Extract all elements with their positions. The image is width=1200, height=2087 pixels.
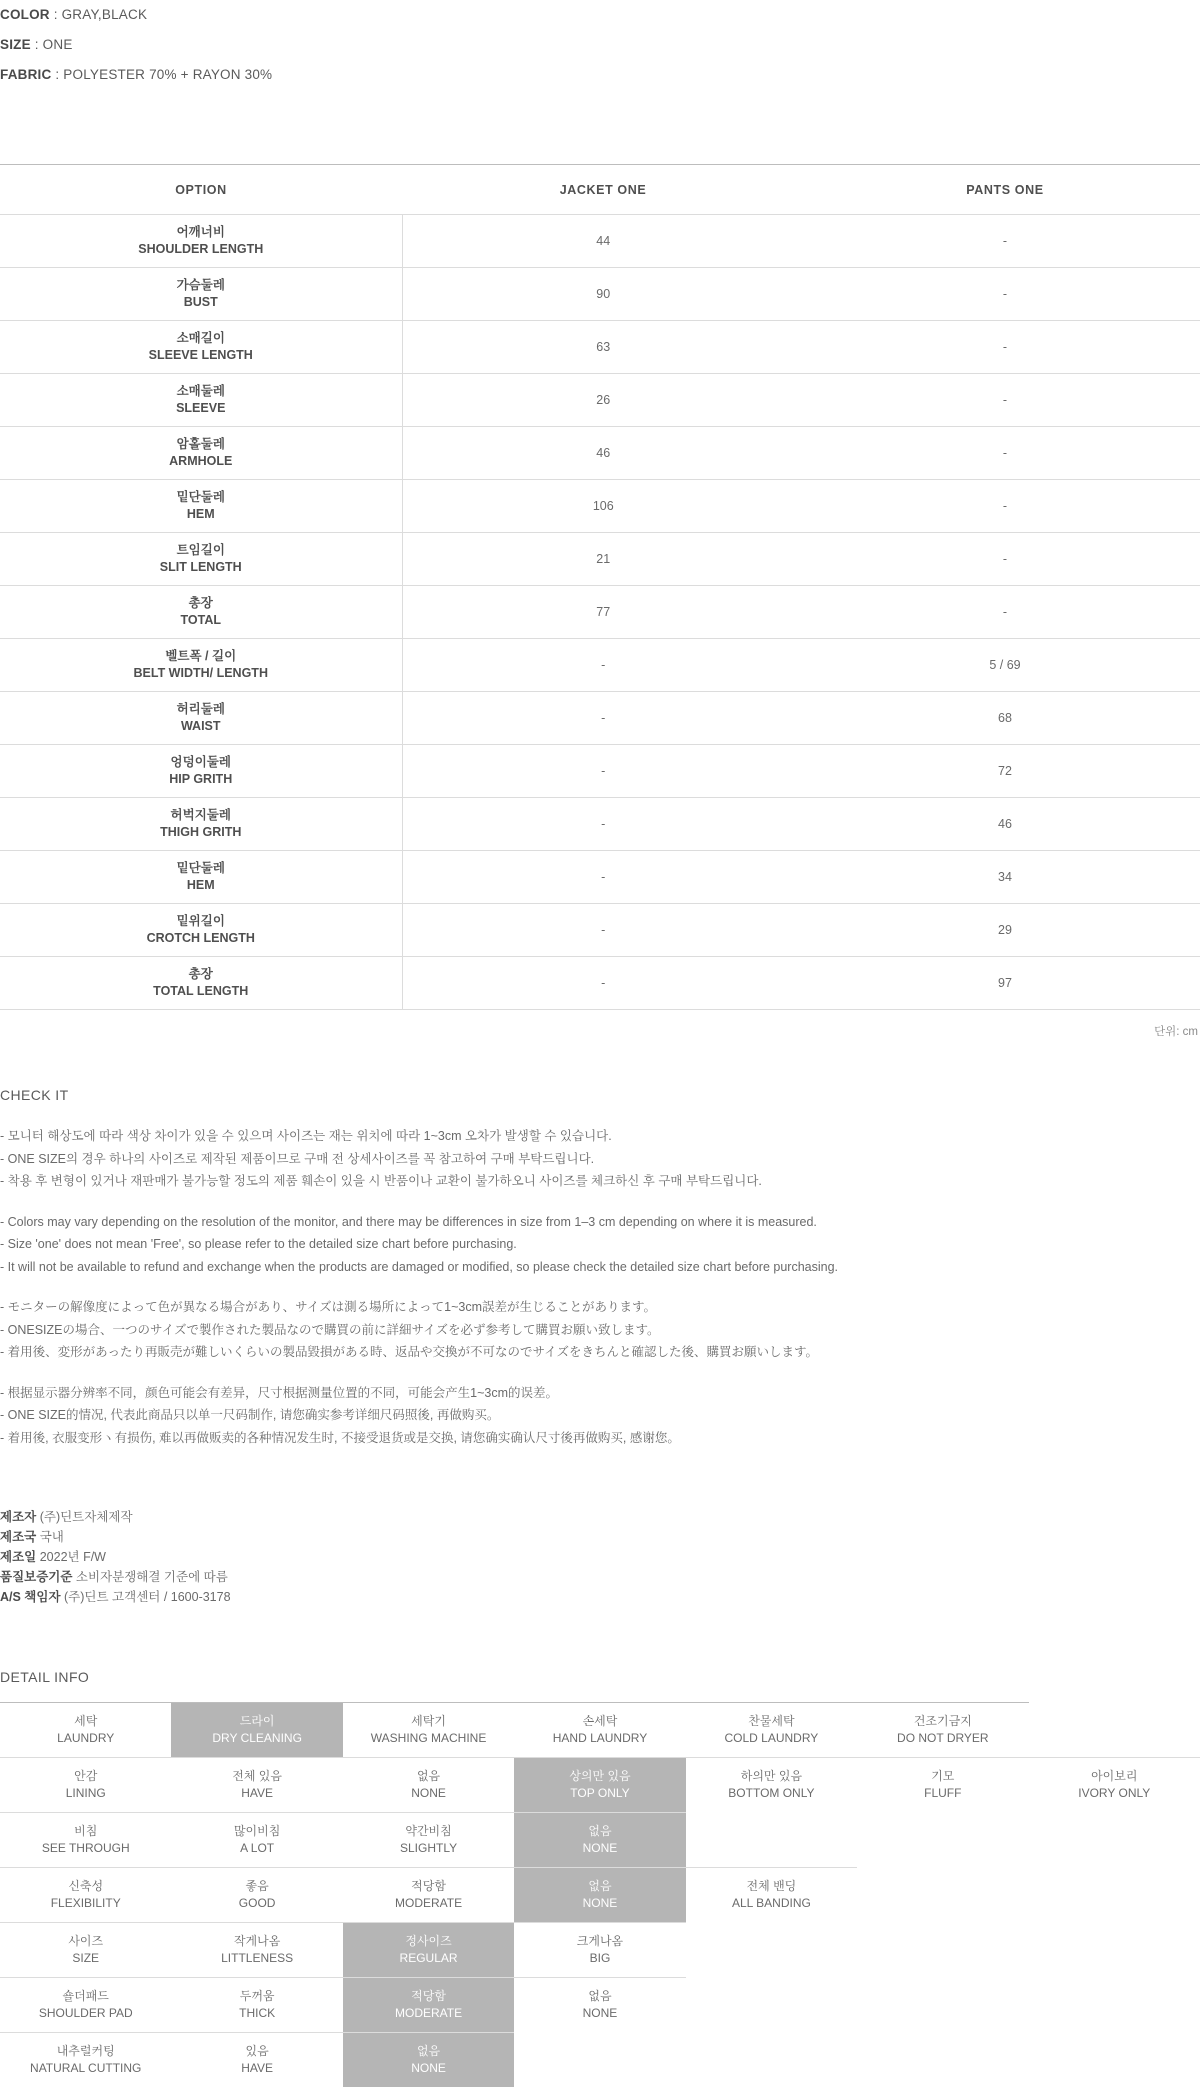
detail-info-label-ko: 아이보리 bbox=[1029, 1768, 1200, 1785]
detail-info-option[interactable] bbox=[171, 1978, 342, 2033]
table-row bbox=[0, 374, 1200, 427]
table-row bbox=[0, 692, 1200, 745]
table-row bbox=[0, 851, 1200, 904]
detail-info-option[interactable] bbox=[686, 1758, 857, 1813]
detail-info-option bbox=[514, 2033, 685, 2087]
spec-row-fabric bbox=[0, 60, 1200, 90]
detail-info-option[interactable] bbox=[343, 1703, 514, 1758]
size-row-option-ko: 암홀둘레 bbox=[0, 436, 402, 453]
detail-info-option bbox=[857, 1813, 1028, 1868]
size-row-pants-value: - bbox=[804, 533, 1200, 586]
size-row-option-ko: 벨트폭 / 길이 bbox=[0, 648, 402, 665]
size-row-pants-value: 72 bbox=[804, 745, 1200, 798]
size-row-pants-value: - bbox=[804, 374, 1200, 427]
size-row-option-ko: 가슴둘레 bbox=[0, 277, 402, 294]
detail-info-label-en: HAVE bbox=[171, 1785, 342, 1802]
detail-info-option[interactable] bbox=[171, 1868, 342, 1923]
detail-info-label-ko: 많이비침 bbox=[171, 1823, 342, 1840]
detail-info-label-en: GOOD bbox=[171, 1895, 342, 1912]
size-row-option-ko: 트임길이 bbox=[0, 542, 402, 559]
detail-info-label-ko: 안감 bbox=[0, 1768, 171, 1785]
note-line: - ONE SIZE의 경우 하나의 사이즈로 제작된 제품이므로 구매 전 상세사이즈를 꼭 참고하여 구매 부탁드립니다. bbox=[0, 1148, 1200, 1171]
size-chart-table bbox=[0, 164, 1200, 1010]
detail-info-option bbox=[1029, 1978, 1200, 2033]
detail-info-label-ko: 기모 bbox=[857, 1768, 1028, 1785]
detail-info-label-en: MODERATE bbox=[343, 1895, 514, 1912]
detail-info-label-ko: 적당함 bbox=[343, 1988, 514, 2005]
detail-info-row bbox=[0, 1703, 1200, 1758]
maker-info-label: A/S 책임자 bbox=[0, 1590, 61, 1604]
size-row-pants-value: 97 bbox=[804, 957, 1200, 1010]
detail-info-category bbox=[0, 1923, 171, 1978]
size-row-option-en: SLEEVE bbox=[0, 400, 402, 417]
spec-label-fabric: FABRIC bbox=[0, 67, 51, 82]
size-row-pants-value: - bbox=[804, 586, 1200, 639]
detail-info-label-en: ALL BANDING bbox=[686, 1895, 857, 1912]
size-header-pants: PANTS ONE bbox=[804, 165, 1200, 215]
spec-label-color: COLOR bbox=[0, 7, 50, 22]
size-header-jacket: JACKET ONE bbox=[402, 165, 804, 215]
check-it-notes bbox=[0, 1125, 1200, 1449]
spec-block bbox=[0, 0, 1200, 90]
size-row-pants-value: - bbox=[804, 268, 1200, 321]
table-row bbox=[0, 268, 1200, 321]
note-line: - Size 'one' does not mean 'Free', so please refer to the detailed size chart before purchasing. bbox=[0, 1233, 1200, 1256]
size-row-option bbox=[0, 639, 402, 692]
table-row bbox=[0, 533, 1200, 586]
size-row-option bbox=[0, 851, 402, 904]
detail-info-option[interactable] bbox=[343, 1868, 514, 1923]
maker-info-label: 제조국 bbox=[0, 1530, 36, 1544]
size-header-option: OPTION bbox=[0, 165, 402, 215]
size-row-option-en: THIGH GRITH bbox=[0, 824, 402, 841]
detail-info-label-en: COLD LAUNDRY bbox=[686, 1730, 857, 1747]
size-row-jacket-value: - bbox=[402, 904, 804, 957]
note-group bbox=[0, 1382, 1200, 1450]
detail-info-label-ko: 세탁 bbox=[0, 1713, 171, 1730]
detail-info-label-ko: 사이즈 bbox=[0, 1933, 171, 1950]
detail-info-label-ko: 없음 bbox=[343, 2043, 514, 2060]
size-row-option-ko: 소매둘레 bbox=[0, 383, 402, 400]
detail-info-option[interactable] bbox=[514, 1923, 685, 1978]
detail-info-option[interactable] bbox=[857, 1758, 1028, 1813]
detail-info-label-en: FLEXIBILITY bbox=[0, 1895, 171, 1912]
detail-info-title: DETAIL INFO bbox=[0, 1669, 1200, 1685]
detail-info-label-en: NATURAL CUTTING bbox=[0, 2060, 171, 2077]
detail-info-label-en: BOTTOM ONLY bbox=[686, 1785, 857, 1802]
detail-info-option[interactable] bbox=[686, 1868, 857, 1923]
detail-info-option[interactable] bbox=[343, 1758, 514, 1813]
note-line: - Colors may vary depending on the resolution of the monitor, and there may be differences in size from 1–3 cm depending on where it is measured. bbox=[0, 1211, 1200, 1234]
size-row-option-en: SLEEVE LENGTH bbox=[0, 347, 402, 364]
size-row-jacket-value: - bbox=[402, 745, 804, 798]
size-row-option bbox=[0, 533, 402, 586]
size-row-option-en: BELT WIDTH/ LENGTH bbox=[0, 665, 402, 682]
detail-info-label-ko: 내추럴커팅 bbox=[0, 2043, 171, 2060]
size-row-jacket-value: 44 bbox=[402, 215, 804, 268]
size-row-option-en: SLIT LENGTH bbox=[0, 559, 402, 576]
detail-info-label-en: IVORY ONLY bbox=[1029, 1785, 1200, 1802]
detail-info-label-ko: 드라이 bbox=[171, 1713, 342, 1730]
note-line: - 根据显示器分辨率不同，颜色可能会有差异，尺寸根据测量位置的不同，可能会产生1~3cm的误差。 bbox=[0, 1382, 1200, 1405]
table-row bbox=[0, 427, 1200, 480]
detail-info-label-en: TOP ONLY bbox=[514, 1785, 685, 1802]
table-row bbox=[0, 798, 1200, 851]
table-row bbox=[0, 904, 1200, 957]
detail-info-label-ko: 없음 bbox=[343, 1768, 514, 1785]
spec-row-size bbox=[0, 30, 1200, 60]
note-group bbox=[0, 1296, 1200, 1364]
detail-info-label-en: THICK bbox=[171, 2005, 342, 2022]
detail-info-label-ko: 없음 bbox=[514, 1878, 685, 1895]
detail-info-category bbox=[0, 1868, 171, 1923]
detail-info-option[interactable] bbox=[514, 1978, 685, 2033]
size-row-pants-value: - bbox=[804, 427, 1200, 480]
detail-info-option[interactable] bbox=[514, 1703, 685, 1758]
note-group bbox=[0, 1211, 1200, 1279]
maker-info-value: 소비자분쟁해결 기준에 따름 bbox=[72, 1570, 227, 1584]
detail-info-row bbox=[0, 1923, 1200, 1978]
size-row-jacket-value: 46 bbox=[402, 427, 804, 480]
size-row-option bbox=[0, 745, 402, 798]
size-row-option bbox=[0, 480, 402, 533]
maker-info-label: 제조자 bbox=[0, 1510, 36, 1524]
detail-info-label-ko: 손세탁 bbox=[514, 1713, 685, 1730]
size-row-pants-value: - bbox=[804, 215, 1200, 268]
detail-info-body bbox=[0, 1703, 1200, 2087]
size-chart-head bbox=[0, 165, 1200, 215]
maker-info-value: 2022년 F/W bbox=[36, 1550, 106, 1564]
note-line: - 着用後、変形があったり再販売が難しいくらいの製品毀損がある時、返品や交換が不可なのでサイズをきちんと確認した後、購買お願いします。 bbox=[0, 1341, 1200, 1364]
detail-info-option[interactable] bbox=[514, 1813, 685, 1868]
detail-info-label-ko: 적당함 bbox=[343, 1878, 514, 1895]
size-row-option-en: CROTCH LENGTH bbox=[0, 930, 402, 947]
maker-info-row bbox=[0, 1547, 1200, 1567]
detail-info-label-en: DO NOT DRYER bbox=[857, 1730, 1028, 1747]
detail-info-option[interactable] bbox=[514, 1868, 685, 1923]
check-it-title: CHECK IT bbox=[0, 1087, 1200, 1103]
size-row-option-ko: 밑단둘레 bbox=[0, 489, 402, 506]
detail-info-label-en: WASHING MACHINE bbox=[343, 1730, 514, 1747]
detail-info-label-ko: 정사이즈 bbox=[343, 1933, 514, 1950]
detail-info-label-ko: 없음 bbox=[514, 1988, 685, 2005]
maker-info-row bbox=[0, 1567, 1200, 1587]
detail-info-label-ko: 좋음 bbox=[171, 1878, 342, 1895]
maker-info-row bbox=[0, 1527, 1200, 1547]
detail-info-category bbox=[0, 2033, 171, 2087]
size-row-jacket-value: 90 bbox=[402, 268, 804, 321]
detail-info-label-en: DRY CLEANING bbox=[171, 1730, 342, 1747]
size-row-option-ko: 소매길이 bbox=[0, 330, 402, 347]
detail-info-option bbox=[857, 1923, 1028, 1978]
size-row-option-en: BUST bbox=[0, 294, 402, 311]
detail-info-option bbox=[686, 1923, 857, 1978]
table-row bbox=[0, 321, 1200, 374]
size-row-option-en: HIP GRITH bbox=[0, 771, 402, 788]
size-row-option bbox=[0, 374, 402, 427]
detail-info-label-ko: 없음 bbox=[514, 1823, 685, 1840]
detail-info-label-en: SIZE bbox=[0, 1950, 171, 1967]
size-row-option-ko: 총장 bbox=[0, 595, 402, 612]
detail-info-label-en: NONE bbox=[343, 1785, 514, 1802]
table-row bbox=[0, 215, 1200, 268]
size-row-option bbox=[0, 427, 402, 480]
maker-info-value: (주)딘트 고객센터 / 1600-3178 bbox=[61, 1590, 231, 1604]
detail-info-label-en: LAUNDRY bbox=[0, 1730, 171, 1747]
size-row-jacket-value: - bbox=[402, 639, 804, 692]
size-row-option-en: TOTAL LENGTH bbox=[0, 983, 402, 1000]
note-line: - ONESIZEの場合、一つのサイズで製作された製品なので購買の前に詳細サイズを必ず参考して購買お願い致します。 bbox=[0, 1319, 1200, 1342]
maker-info-row bbox=[0, 1587, 1200, 1607]
size-row-option-en: TOTAL bbox=[0, 612, 402, 629]
detail-info-option bbox=[1029, 1703, 1200, 1758]
detail-info-label-ko: 찬물세탁 bbox=[686, 1713, 857, 1730]
size-row-jacket-value: 26 bbox=[402, 374, 804, 427]
size-row-option-ko: 밑위길이 bbox=[0, 913, 402, 930]
size-row-option-en: ARMHOLE bbox=[0, 453, 402, 470]
size-row-option-en: HEM bbox=[0, 506, 402, 523]
size-row-jacket-value: - bbox=[402, 957, 804, 1010]
detail-info-label-en: BIG bbox=[514, 1950, 685, 1967]
detail-info-row bbox=[0, 1813, 1200, 1868]
detail-info-label-ko: 상의만 있음 bbox=[514, 1768, 685, 1785]
detail-info-category bbox=[0, 1758, 171, 1813]
note-group bbox=[0, 1125, 1200, 1193]
detail-info-label-en: A LOT bbox=[171, 1840, 342, 1857]
detail-info-label-en: NONE bbox=[514, 1895, 685, 1912]
detail-info-option bbox=[1029, 1813, 1200, 1868]
size-row-pants-value: - bbox=[804, 480, 1200, 533]
detail-info-option bbox=[686, 2033, 857, 2087]
detail-info-label-ko: 두꺼움 bbox=[171, 1988, 342, 2005]
detail-info-label-ko: 크게나옴 bbox=[514, 1933, 685, 1950]
size-row-option-ko: 어깨너비 bbox=[0, 224, 402, 241]
detail-info-table bbox=[0, 1702, 1200, 2087]
detail-info-row bbox=[0, 1868, 1200, 1923]
size-row-option-ko: 허리둘레 bbox=[0, 701, 402, 718]
detail-info-label-ko: 작게나옴 bbox=[171, 1933, 342, 1950]
detail-info-label-en: HAND LAUNDRY bbox=[514, 1730, 685, 1747]
spec-value-fabric: : POLYESTER 70% + RAYON 30% bbox=[55, 67, 272, 82]
detail-info-label-ko: 세탁기 bbox=[343, 1713, 514, 1730]
size-row-option-ko: 밑단둘레 bbox=[0, 860, 402, 877]
detail-info-category bbox=[0, 1978, 171, 2033]
detail-info-option[interactable] bbox=[857, 1703, 1028, 1758]
spec-value-color: : GRAY,BLACK bbox=[54, 7, 147, 22]
detail-info-label-ko: 숄더패드 bbox=[0, 1988, 171, 2005]
detail-info-label-en: NONE bbox=[514, 2005, 685, 2022]
detail-info-label-ko: 전체 있음 bbox=[171, 1768, 342, 1785]
table-row bbox=[0, 957, 1200, 1010]
detail-info-option[interactable] bbox=[171, 1758, 342, 1813]
detail-info-option bbox=[857, 1978, 1028, 2033]
size-row-option bbox=[0, 904, 402, 957]
maker-info-label: 제조일 bbox=[0, 1550, 36, 1564]
maker-info bbox=[0, 1507, 1200, 1607]
detail-info-label-en: NONE bbox=[514, 1840, 685, 1857]
size-row-jacket-value: 63 bbox=[402, 321, 804, 374]
detail-info-option bbox=[857, 2033, 1028, 2087]
detail-info-label-en: HAVE bbox=[171, 2060, 342, 2077]
size-row-jacket-value: - bbox=[402, 692, 804, 745]
maker-info-value: (주)딘트자체제작 bbox=[36, 1510, 132, 1524]
detail-info-option bbox=[686, 1978, 857, 2033]
detail-info-option[interactable] bbox=[343, 1978, 514, 2033]
detail-info-category bbox=[0, 1703, 171, 1758]
detail-info-label-en: MODERATE bbox=[343, 2005, 514, 2022]
size-row-jacket-value: 106 bbox=[402, 480, 804, 533]
size-row-option-ko: 허벅지둘레 bbox=[0, 807, 402, 824]
note-line: - 모니터 해상도에 따라 색상 차이가 있을 수 있으며 사이즈는 재는 위치에 따라 1~3cm 오차가 발생할 수 있습니다. bbox=[0, 1125, 1200, 1148]
spec-label-size: SIZE bbox=[0, 37, 31, 52]
size-chart-body bbox=[0, 215, 1200, 1010]
size-row-jacket-value: - bbox=[402, 851, 804, 904]
table-row bbox=[0, 745, 1200, 798]
detail-info-label-en: FLUFF bbox=[857, 1785, 1028, 1802]
detail-info-row bbox=[0, 2033, 1200, 2087]
size-row-jacket-value: 21 bbox=[402, 533, 804, 586]
size-chart-header-row bbox=[0, 165, 1200, 215]
detail-info-label-ko: 하의만 있음 bbox=[686, 1768, 857, 1785]
detail-info-label-en: SLIGHTLY bbox=[343, 1840, 514, 1857]
size-row-pants-value: 29 bbox=[804, 904, 1200, 957]
table-row bbox=[0, 480, 1200, 533]
size-row-pants-value: - bbox=[804, 321, 1200, 374]
size-row-pants-value: 68 bbox=[804, 692, 1200, 745]
detail-info-label-ko: 있음 bbox=[171, 2043, 342, 2060]
note-line: - 着用後, 衣服变形ヽ有损伤, 难以再做贩卖的各种情况发生时, 不接受退货或是交换, 请您确实确认尺寸後再做购买, 感谢您。 bbox=[0, 1427, 1200, 1450]
size-row-pants-value: 5 / 69 bbox=[804, 639, 1200, 692]
detail-info-label-en: NONE bbox=[343, 2060, 514, 2077]
maker-info-row bbox=[0, 1507, 1200, 1527]
size-row-option-en: SHOULDER LENGTH bbox=[0, 241, 402, 258]
size-row-option bbox=[0, 798, 402, 851]
detail-info-row bbox=[0, 1978, 1200, 2033]
detail-info-label-ko: 약간비침 bbox=[343, 1823, 514, 1840]
size-row-option-ko: 엉덩이둘레 bbox=[0, 754, 402, 771]
detail-info-label-ko: 신축성 bbox=[0, 1878, 171, 1895]
size-row-option-ko: 총장 bbox=[0, 966, 402, 983]
note-line: - モニターの解像度によって色が異なる場合があり、サイズは測る場所によって1~3cm誤差が生じることがあります。 bbox=[0, 1296, 1200, 1319]
size-row-option bbox=[0, 586, 402, 639]
detail-info-label-en: REGULAR bbox=[343, 1950, 514, 1967]
maker-info-value: 국내 bbox=[36, 1530, 64, 1544]
table-row bbox=[0, 586, 1200, 639]
detail-info-label-en: SEE THROUGH bbox=[0, 1840, 171, 1857]
size-row-jacket-value: 77 bbox=[402, 586, 804, 639]
size-row-jacket-value: - bbox=[402, 798, 804, 851]
table-row bbox=[0, 639, 1200, 692]
detail-info-option[interactable] bbox=[1029, 1758, 1200, 1813]
detail-info-label-ko: 비침 bbox=[0, 1823, 171, 1840]
detail-info-option bbox=[857, 1868, 1028, 1923]
detail-info-option[interactable] bbox=[171, 1813, 342, 1868]
note-line: - ONE SIZE的情况, 代表此商品只以单一尺码制作, 请您确实参考详细尺码照後, 再做购买。 bbox=[0, 1404, 1200, 1427]
detail-info-label-en: LINING bbox=[0, 1785, 171, 1802]
detail-info-option[interactable] bbox=[343, 2033, 514, 2087]
detail-info-label-en: LITTLENESS bbox=[171, 1950, 342, 1967]
detail-info-row bbox=[0, 1758, 1200, 1813]
detail-info-option bbox=[1029, 1868, 1200, 1923]
size-row-option-en: WAIST bbox=[0, 718, 402, 735]
note-line: - It will not be available to refund and exchange when the products are damaged or modified, so please check the detailed size chart before purchasing. bbox=[0, 1256, 1200, 1279]
size-row-option bbox=[0, 268, 402, 321]
size-row-option bbox=[0, 215, 402, 268]
size-row-pants-value: 46 bbox=[804, 798, 1200, 851]
detail-info-option bbox=[1029, 2033, 1200, 2087]
size-row-option bbox=[0, 692, 402, 745]
size-row-option-en: HEM bbox=[0, 877, 402, 894]
detail-info-option[interactable] bbox=[171, 1703, 342, 1758]
detail-info-option[interactable] bbox=[343, 1813, 514, 1868]
detail-info-option[interactable] bbox=[686, 1703, 857, 1758]
detail-info-label-ko: 건조기금지 bbox=[857, 1713, 1028, 1730]
detail-info-option[interactable] bbox=[343, 1923, 514, 1978]
detail-info-option[interactable] bbox=[171, 1923, 342, 1978]
detail-info-label-en: SHOULDER PAD bbox=[0, 2005, 171, 2022]
detail-info-label-ko: 전체 밴딩 bbox=[686, 1878, 857, 1895]
size-row-option bbox=[0, 957, 402, 1010]
detail-info-option bbox=[686, 1813, 857, 1868]
detail-info-category bbox=[0, 1813, 171, 1868]
note-line: - 착용 후 변형이 있거나 재판매가 불가능할 정도의 제품 훼손이 있을 시 반품이나 교환이 불가하오니 사이즈를 체크하신 후 구매 부탁드립니다. bbox=[0, 1170, 1200, 1193]
detail-info-option[interactable] bbox=[171, 2033, 342, 2087]
size-row-option bbox=[0, 321, 402, 374]
maker-info-label: 품질보증기준 bbox=[0, 1570, 72, 1584]
detail-info-option bbox=[1029, 1923, 1200, 1978]
detail-info-option[interactable] bbox=[514, 1758, 685, 1813]
spec-row-color bbox=[0, 0, 1200, 30]
spec-value-size: : ONE bbox=[35, 37, 73, 52]
size-row-pants-value: 34 bbox=[804, 851, 1200, 904]
size-chart-unit-note: 단위: cm bbox=[0, 1023, 1200, 1039]
